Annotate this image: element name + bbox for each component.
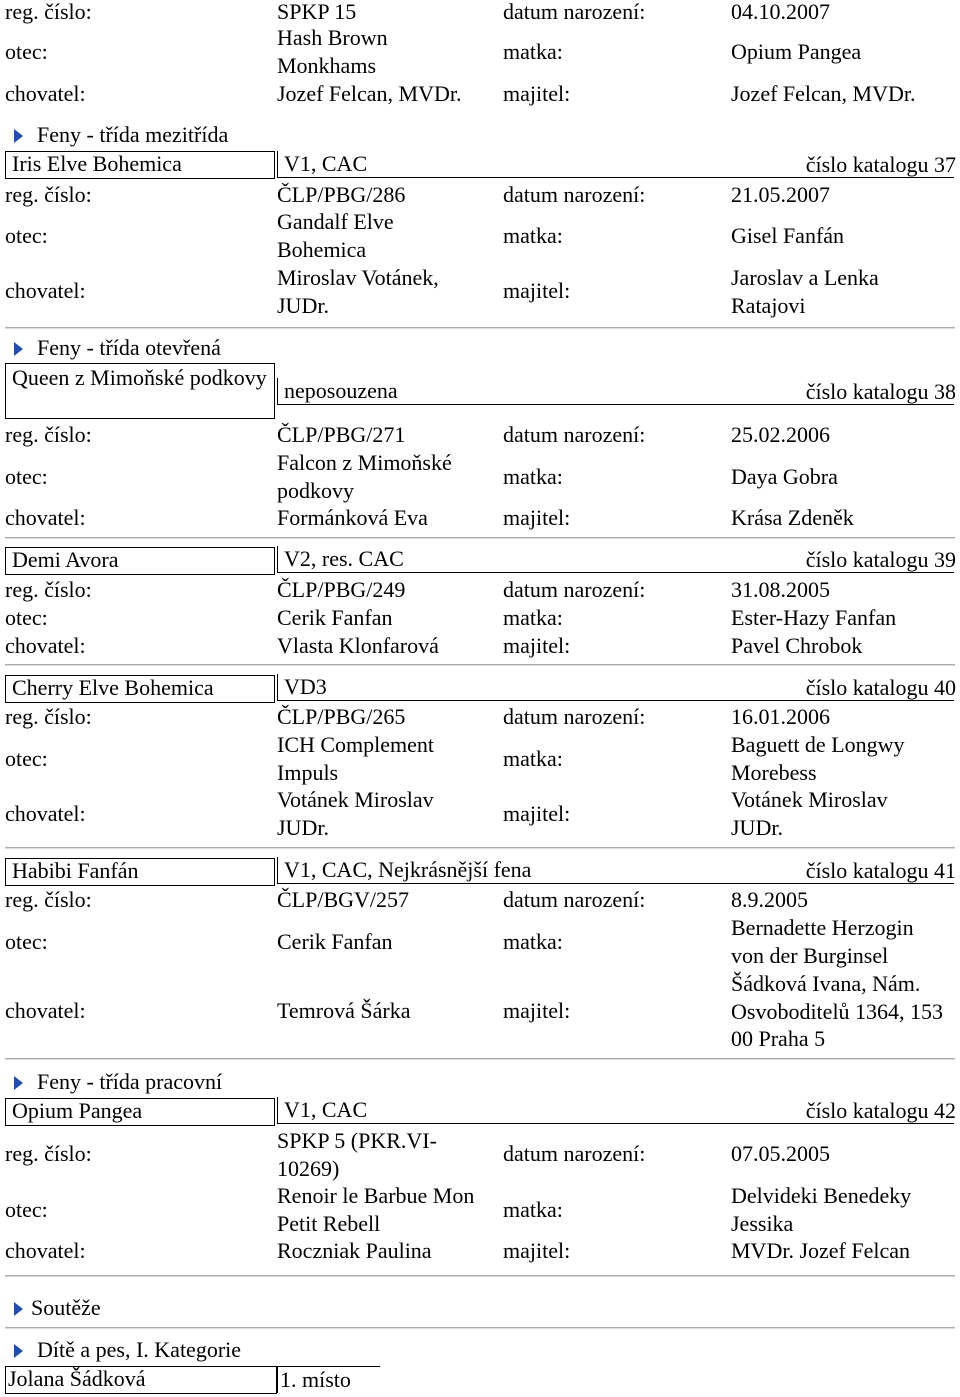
dam-value: Bernadette Herzogin von der Burginsel <box>731 915 914 968</box>
breeder-label: chovatel: <box>5 998 86 1023</box>
birth-label: datum narození: <box>503 0 646 24</box>
reg-label: reg. číslo: <box>5 422 92 447</box>
sire-value: Falcon z Mimoňské podkovy <box>277 450 452 503</box>
catalog-number: číslo katalogu 41 <box>805 858 956 883</box>
birth-label: datum narození: <box>503 1141 646 1166</box>
owner-value: Jaroslav a Lenka Ratajovi <box>731 265 879 318</box>
birth-value: 31.08.2005 <box>731 577 830 602</box>
reg-label: reg. číslo: <box>5 0 92 24</box>
sire-value: Hash Brown Monkhams <box>277 25 388 78</box>
reg-value: SPKP 5 (PKR.VI-10269) <box>277 1128 437 1181</box>
contest-result: 1. místo <box>277 1366 380 1393</box>
divider <box>5 847 955 849</box>
breeder-value: Formánková Eva <box>277 505 428 530</box>
section-heading[interactable]: Soutěže <box>14 1294 101 1321</box>
contestant-name: Jolana Šádková <box>5 1366 277 1394</box>
section-heading[interactable]: Feny - třída otevřená <box>14 334 221 361</box>
expand-arrow-icon <box>14 342 23 356</box>
section-heading[interactable]: Dítě a pes, I. Kategorie <box>14 1336 241 1363</box>
sire-value: Renoir le Barbue Mon Petit Rebell <box>277 1183 475 1236</box>
breeder-label: chovatel: <box>5 505 86 530</box>
catalog-number: číslo katalogu 42 <box>805 1098 956 1123</box>
dog-title: V1, CAC <box>277 1097 954 1124</box>
birth-label: datum narození: <box>503 422 646 447</box>
dam-label: matka: <box>503 746 563 771</box>
owner-label: majitel: <box>503 801 571 826</box>
reg-label: reg. číslo: <box>5 182 92 207</box>
dog-name: Opium Pangea <box>5 1098 275 1126</box>
sire-label: otec: <box>5 464 48 489</box>
expand-arrow-icon <box>14 129 23 143</box>
breeder-label: chovatel: <box>5 81 86 106</box>
owner-value: Krása Zdeněk <box>731 505 854 530</box>
reg-value: ČLP/PBG/249 <box>277 577 406 602</box>
dam-value: Baguett de Longwy Morebess <box>731 732 905 785</box>
breeder-label: chovatel: <box>5 1238 86 1263</box>
sire-value: Gandalf Elve Bohemica <box>277 209 394 262</box>
catalog-number: číslo katalogu 37 <box>805 152 956 177</box>
sire-label: otec: <box>5 1197 48 1222</box>
owner-value: Votánek Miroslav JUDr. <box>731 787 888 840</box>
reg-label: reg. číslo: <box>5 704 92 729</box>
sire-value: Cerik Fanfan <box>277 605 393 630</box>
catalog-number: číslo katalogu 38 <box>805 379 956 404</box>
sire-label: otec: <box>5 746 48 771</box>
dog-title: V2, res. CAC <box>277 546 954 573</box>
reg-label: reg. číslo: <box>5 1141 92 1166</box>
divider <box>5 537 955 539</box>
breeder-label: chovatel: <box>5 278 86 303</box>
breeder-value: Votánek Miroslav JUDr. <box>277 787 434 840</box>
reg-label: reg. číslo: <box>5 577 92 602</box>
dam-value: Opium Pangea <box>731 39 862 64</box>
birth-value: 8.9.2005 <box>731 887 808 912</box>
owner-label: majitel: <box>503 81 571 106</box>
owner-value: Pavel Chrobok <box>731 633 863 658</box>
expand-arrow-icon <box>14 1302 23 1316</box>
divider <box>5 1275 955 1277</box>
dog-name: Cherry Elve Bohemica <box>5 675 275 703</box>
dam-label: matka: <box>503 1197 563 1222</box>
birth-value: 25.02.2006 <box>731 422 830 447</box>
reg-value: ČLP/BGV/257 <box>277 887 410 912</box>
breeder-value: Roczniak Paulina <box>277 1238 432 1263</box>
breeder-label: chovatel: <box>5 633 86 658</box>
section-heading[interactable]: Feny - třída mezitřída <box>14 121 228 148</box>
breeder-label: chovatel: <box>5 801 86 826</box>
sire-value: ICH Complement Impuls <box>277 732 435 785</box>
sire-label: otec: <box>5 39 48 64</box>
breeder-value: Temrová Šárka <box>277 998 411 1023</box>
reg-value: ČLP/PBG/271 <box>277 422 406 447</box>
sire-value: Cerik Fanfan <box>277 929 393 954</box>
reg-value: SPKP 15 <box>277 0 357 24</box>
dog-name: Queen z Mimoňské podkovy <box>5 363 275 419</box>
breeder-value: Miroslav Votánek, JUDr. <box>277 265 439 318</box>
dam-label: matka: <box>503 929 563 954</box>
divider <box>5 327 955 329</box>
catalog-number: číslo katalogu 40 <box>805 675 956 700</box>
sire-label: otec: <box>5 223 48 248</box>
dog-title: VD3 <box>277 674 954 701</box>
divider <box>5 1327 955 1329</box>
birth-value: 07.05.2005 <box>731 1141 830 1166</box>
dog-name: Demi Avora <box>5 547 275 575</box>
birth-value: 04.10.2007 <box>731 0 830 24</box>
dam-value: Daya Gobra <box>731 464 838 489</box>
owner-value: Šádková Ivana, Nám. Osvoboditelů 1364, 153 00 Praha 5 <box>731 971 944 1051</box>
birth-label: datum narození: <box>503 887 646 912</box>
owner-label: majitel: <box>503 505 571 530</box>
dog-name: Habibi Fanfán <box>5 858 275 886</box>
dam-label: matka: <box>503 39 563 64</box>
sire-label: otec: <box>5 605 48 630</box>
dam-label: matka: <box>503 223 563 248</box>
dam-label: matka: <box>503 605 563 630</box>
dog-title: V1, CAC, Nejkrásnější fena <box>277 857 954 884</box>
birth-value: 16.01.2006 <box>731 704 830 729</box>
reg-value: ČLP/PBG/265 <box>277 704 406 729</box>
dam-value: Ester-Hazy Fanfan <box>731 605 897 630</box>
owner-label: majitel: <box>503 633 571 658</box>
owner-value: MVDr. Jozef Felcan <box>731 1238 911 1263</box>
owner-label: majitel: <box>503 278 571 303</box>
reg-value: ČLP/PBG/286 <box>277 182 406 207</box>
expand-arrow-icon <box>14 1076 23 1090</box>
owner-label: majitel: <box>503 998 571 1023</box>
dog-name: Iris Elve Bohemica <box>5 151 275 179</box>
expand-arrow-icon <box>14 1344 23 1358</box>
breeder-value: Jozef Felcan, MVDr. <box>277 81 462 106</box>
birth-label: datum narození: <box>503 182 646 207</box>
dog-title: V1, CAC <box>277 151 954 178</box>
dog-title: neposouzena <box>277 378 954 405</box>
owner-label: majitel: <box>503 1238 571 1263</box>
dam-value: Delvideki Benedeky Jessika <box>731 1183 912 1236</box>
dam-value: Gisel Fanfán <box>731 223 845 248</box>
reg-label: reg. číslo: <box>5 887 92 912</box>
owner-value: Jozef Felcan, MVDr. <box>731 81 916 106</box>
section-heading[interactable]: Feny - třída pracovní <box>14 1068 222 1095</box>
divider <box>5 1058 955 1060</box>
birth-label: datum narození: <box>503 704 646 729</box>
dam-label: matka: <box>503 464 563 489</box>
sire-label: otec: <box>5 929 48 954</box>
catalog-number: číslo katalogu 39 <box>805 547 956 572</box>
breeder-value: Vlasta Klonfarová <box>277 633 439 658</box>
divider <box>5 664 955 666</box>
birth-label: datum narození: <box>503 577 646 602</box>
birth-value: 21.05.2007 <box>731 182 830 207</box>
